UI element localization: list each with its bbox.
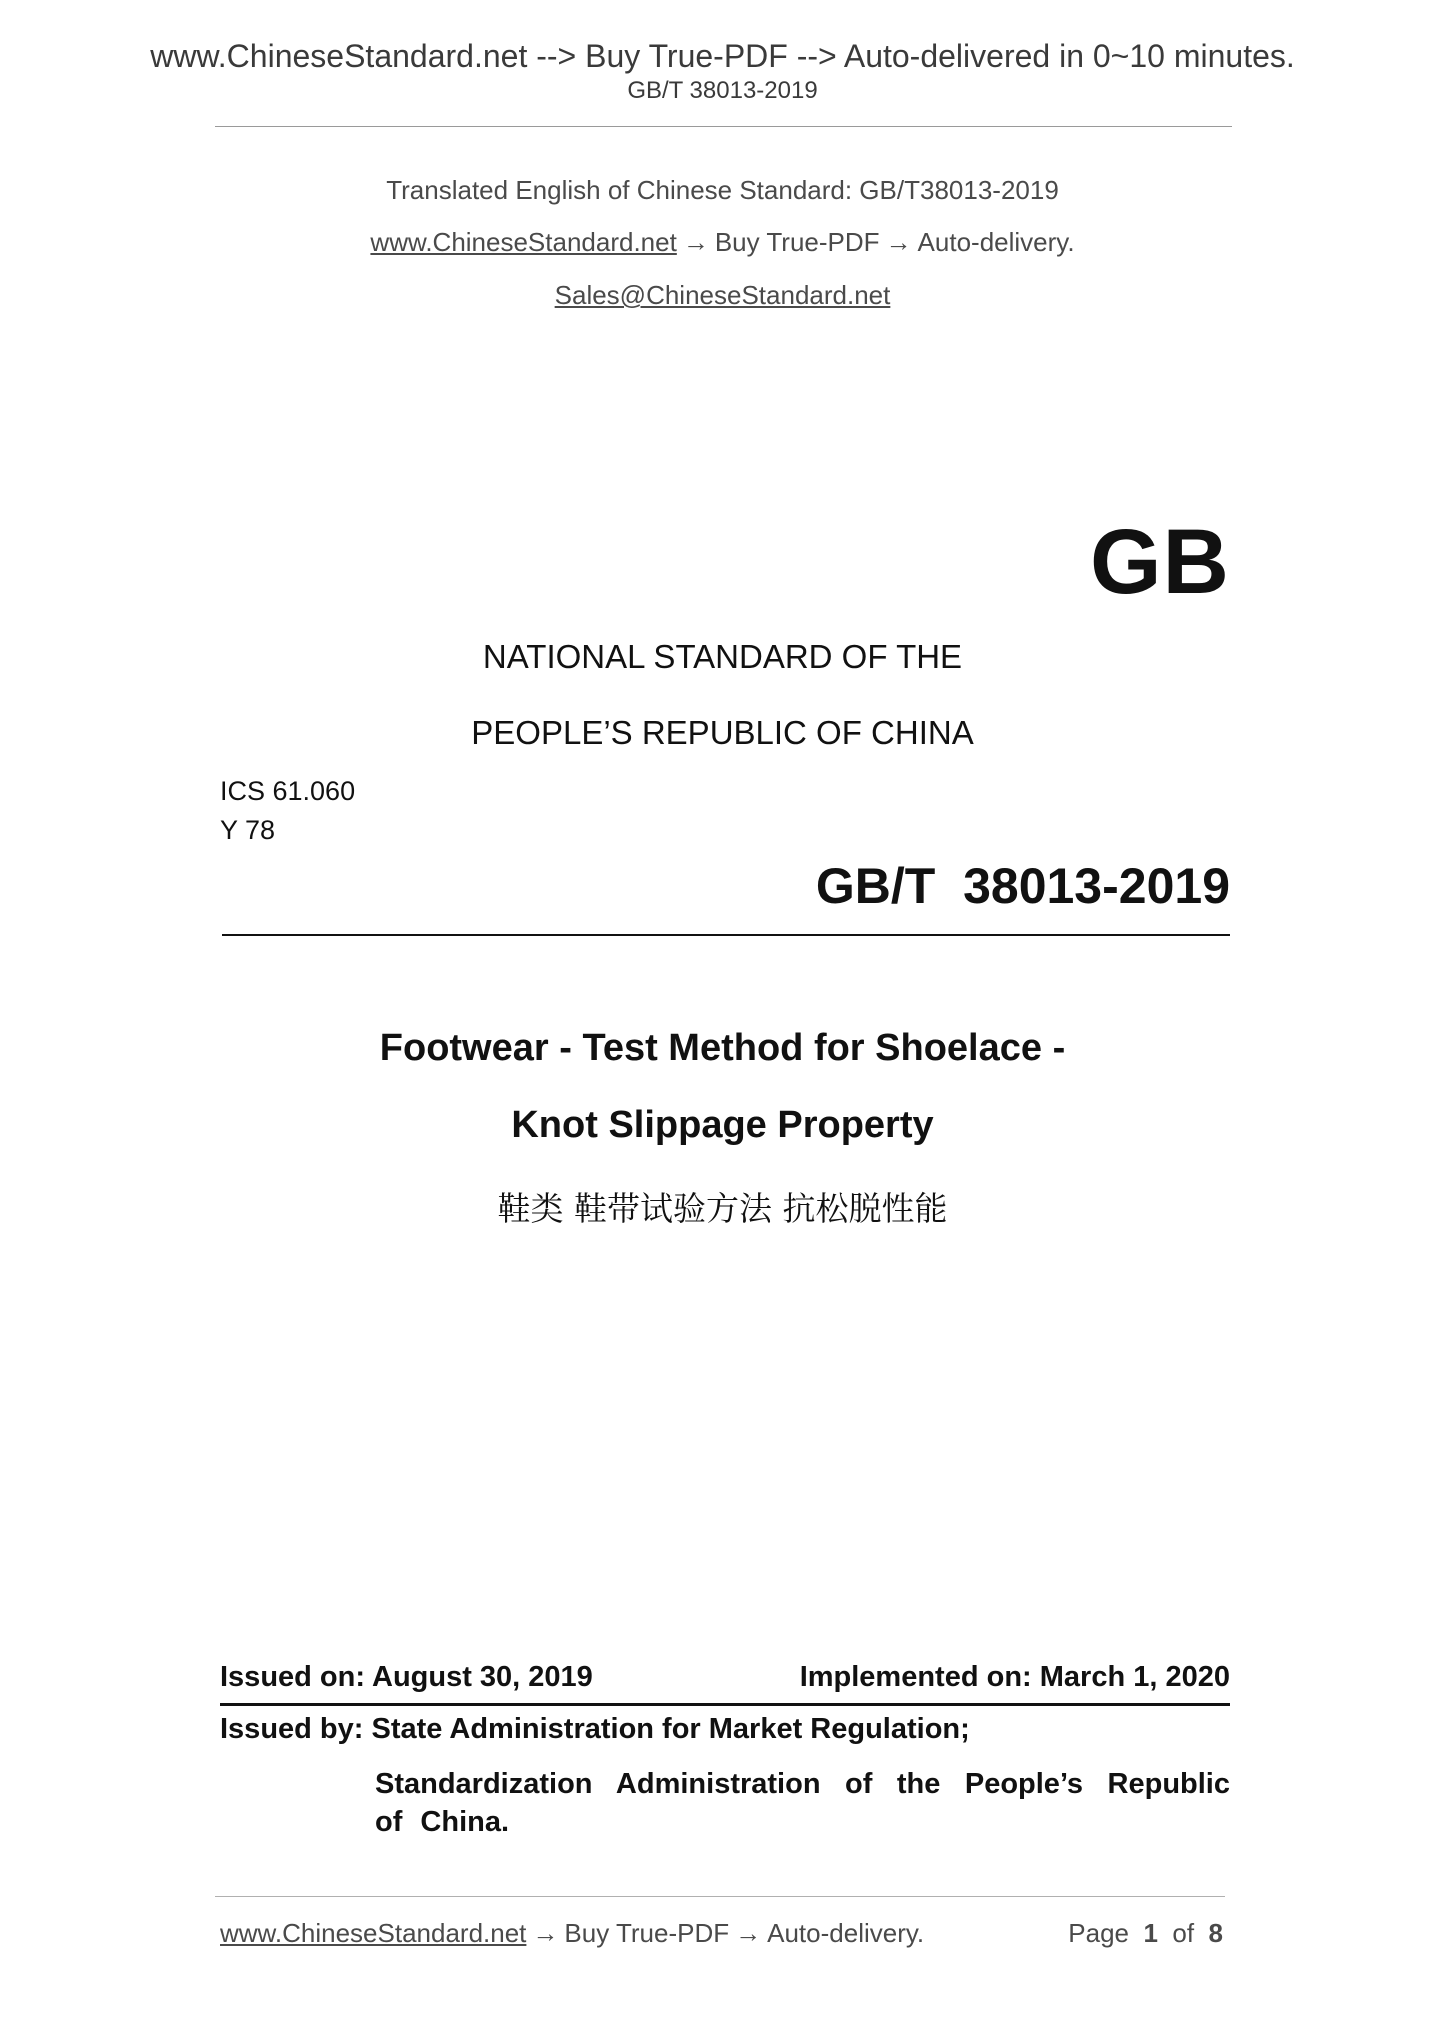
issued-by-continuation: Standardization Administration of the People’s Republic of China. xyxy=(375,1768,1230,1838)
arrow-right-icon: → xyxy=(682,227,709,257)
issued-on-date: Issued on: August 30, 2019 xyxy=(220,1661,593,1693)
header-divider xyxy=(215,126,1232,127)
classification-code: Y 78 xyxy=(220,815,276,845)
national-standard-line-1: NATIONAL STANDARD OF THE xyxy=(482,638,963,675)
footer-divider xyxy=(215,1896,1225,1897)
sales-email-link[interactable]: Sales@ChineseStandard.net xyxy=(554,280,891,310)
arrow-right-icon: → xyxy=(735,1918,762,1948)
translated-standard-line: Translated English of Chinese Standard: GB/T38013-2019 xyxy=(386,175,1059,205)
issue-divider xyxy=(220,1703,1230,1706)
footer-site-link[interactable]: www.ChineseStandard.net xyxy=(220,1918,527,1948)
issued-by: Issued by: State Administration for Market Regulation; xyxy=(220,1713,970,1745)
national-standard-line-2: PEOPLE’S REPUBLIC OF CHINA xyxy=(471,714,974,751)
page-label: Page xyxy=(1068,1918,1130,1948)
page-of: of xyxy=(1172,1918,1195,1948)
document-title-chinese: 鞋类 鞋带试验方法 抗松脱性能 xyxy=(497,1189,948,1228)
document-title-line-2: Knot Slippage Property xyxy=(511,1104,934,1146)
top-banner: www.ChineseStandard.net --> Buy True-PDF --> Auto-delivered in 0~10 minutes. xyxy=(150,38,1295,74)
gb-mark: GB xyxy=(1090,511,1230,613)
footer-auto-delivery-text: Auto-delivery. xyxy=(767,1918,925,1948)
header-doc-number: GB/T 38013-2019 xyxy=(627,77,818,104)
ics-code: ICS 61.060 xyxy=(220,776,356,806)
site-link[interactable]: www.ChineseStandard.net xyxy=(370,227,677,257)
arrow-right-icon: → xyxy=(885,227,912,257)
arrow-right-icon: → xyxy=(532,1918,559,1948)
site-line xyxy=(0,227,1445,258)
buy-true-pdf-text: Buy True-PDF xyxy=(714,227,880,257)
page-current: 1 xyxy=(1143,1918,1158,1948)
footer-links xyxy=(220,1918,924,1949)
standard-number-divider xyxy=(222,934,1230,936)
document-title-line-1: Footwear - Test Method for Shoelace - xyxy=(379,1027,1066,1069)
standard-number: GB/T 38013-2019 xyxy=(815,858,1230,914)
auto-delivery-text: Auto-delivery. xyxy=(917,227,1075,257)
sales-line xyxy=(0,280,1445,311)
page-indicator xyxy=(1068,1918,1223,1949)
page-total: 8 xyxy=(1208,1918,1223,1948)
implemented-on-date: Implemented on: March 1, 2020 xyxy=(799,1661,1230,1693)
footer-buy-true-pdf-text: Buy True-PDF xyxy=(564,1918,730,1948)
